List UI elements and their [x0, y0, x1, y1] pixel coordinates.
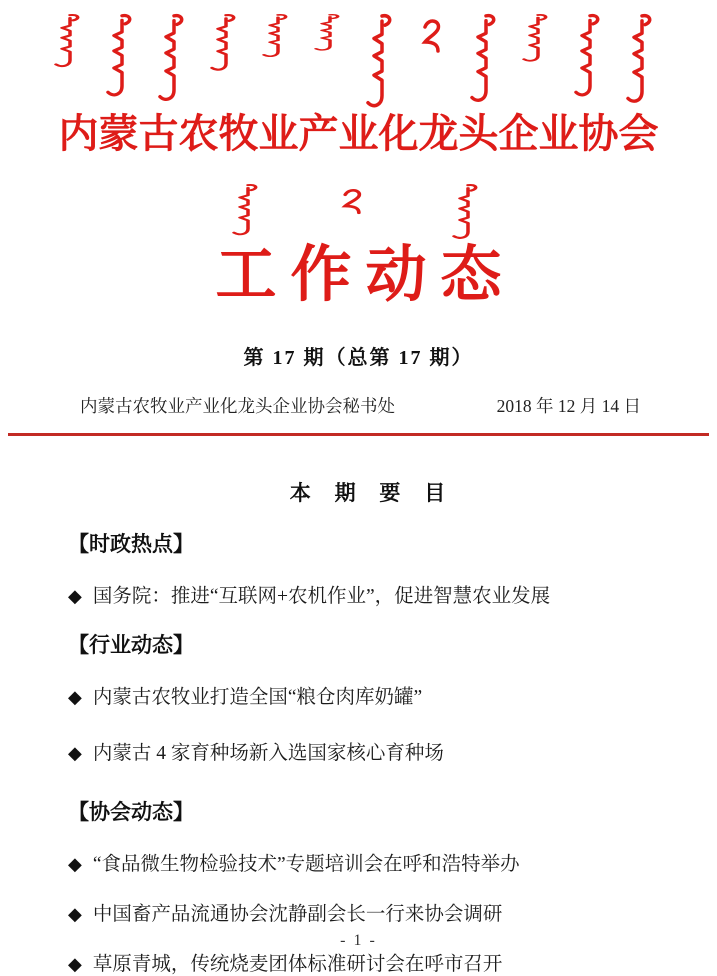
toc-item	[68, 848, 667, 876]
toc-item	[68, 681, 667, 709]
masthead-divider-rule	[8, 433, 709, 436]
toc-item-text: 国务院：推进“互联网+农机作业”，促进智慧农业发展	[92, 586, 551, 608]
diamond-bullet-icon: ◆	[68, 586, 82, 607]
toc-item	[68, 580, 667, 608]
toc-heading: 本 期 要 目	[289, 482, 455, 506]
newsletter-page	[0, 14, 717, 976]
diamond-bullet-icon: ◆	[68, 954, 82, 975]
diamond-bullet-icon: ◆	[68, 854, 82, 875]
toc-item-text: 草原青城，传统烧麦团体标准研讨会在呼市召开	[92, 954, 503, 976]
mongolian-script-row-subtitle	[209, 184, 509, 240]
toc-item-text: 中国畜产品流通协会沈静副会长一行来协会调研	[92, 904, 503, 926]
issue-number-line: 第 17 期（总第 17 期）	[243, 347, 474, 370]
toc-item	[68, 898, 667, 926]
toc-item-text: 内蒙古 4 家育种场新入选国家核心育种场	[92, 743, 444, 765]
mongolian-script-row-top	[53, 14, 665, 110]
section-title-association: 【协会动态】	[68, 801, 194, 825]
diamond-bullet-icon: ◆	[68, 743, 82, 764]
page-number: - 1 -	[340, 932, 377, 949]
toc-item	[68, 737, 667, 765]
association-name: 内蒙古农牧业产业化龙头企业协会	[58, 111, 659, 156]
toc-item-text: 内蒙古农牧业打造全国“粮仓肉库奶罐”	[92, 687, 423, 709]
diamond-bullet-icon: ◆	[68, 904, 82, 925]
section-title-politics: 【时政热点】	[68, 533, 194, 557]
bulletin-title: 工作动态	[215, 242, 516, 309]
diamond-bullet-icon: ◆	[68, 687, 82, 708]
table-of-contents	[0, 477, 717, 976]
publication-date: 2018 年 12 月 14 日	[496, 396, 641, 417]
toc-item-text: “食品微生物检验技术”专题培训会在呼和浩特举办	[92, 854, 520, 876]
publisher-name: 内蒙古农牧业产业化龙头企业协会秘书处	[80, 396, 395, 417]
masthead	[0, 14, 717, 436]
section-title-industry: 【行业动态】	[68, 634, 194, 658]
publisher-row	[0, 393, 717, 418]
toc-item	[68, 948, 667, 976]
